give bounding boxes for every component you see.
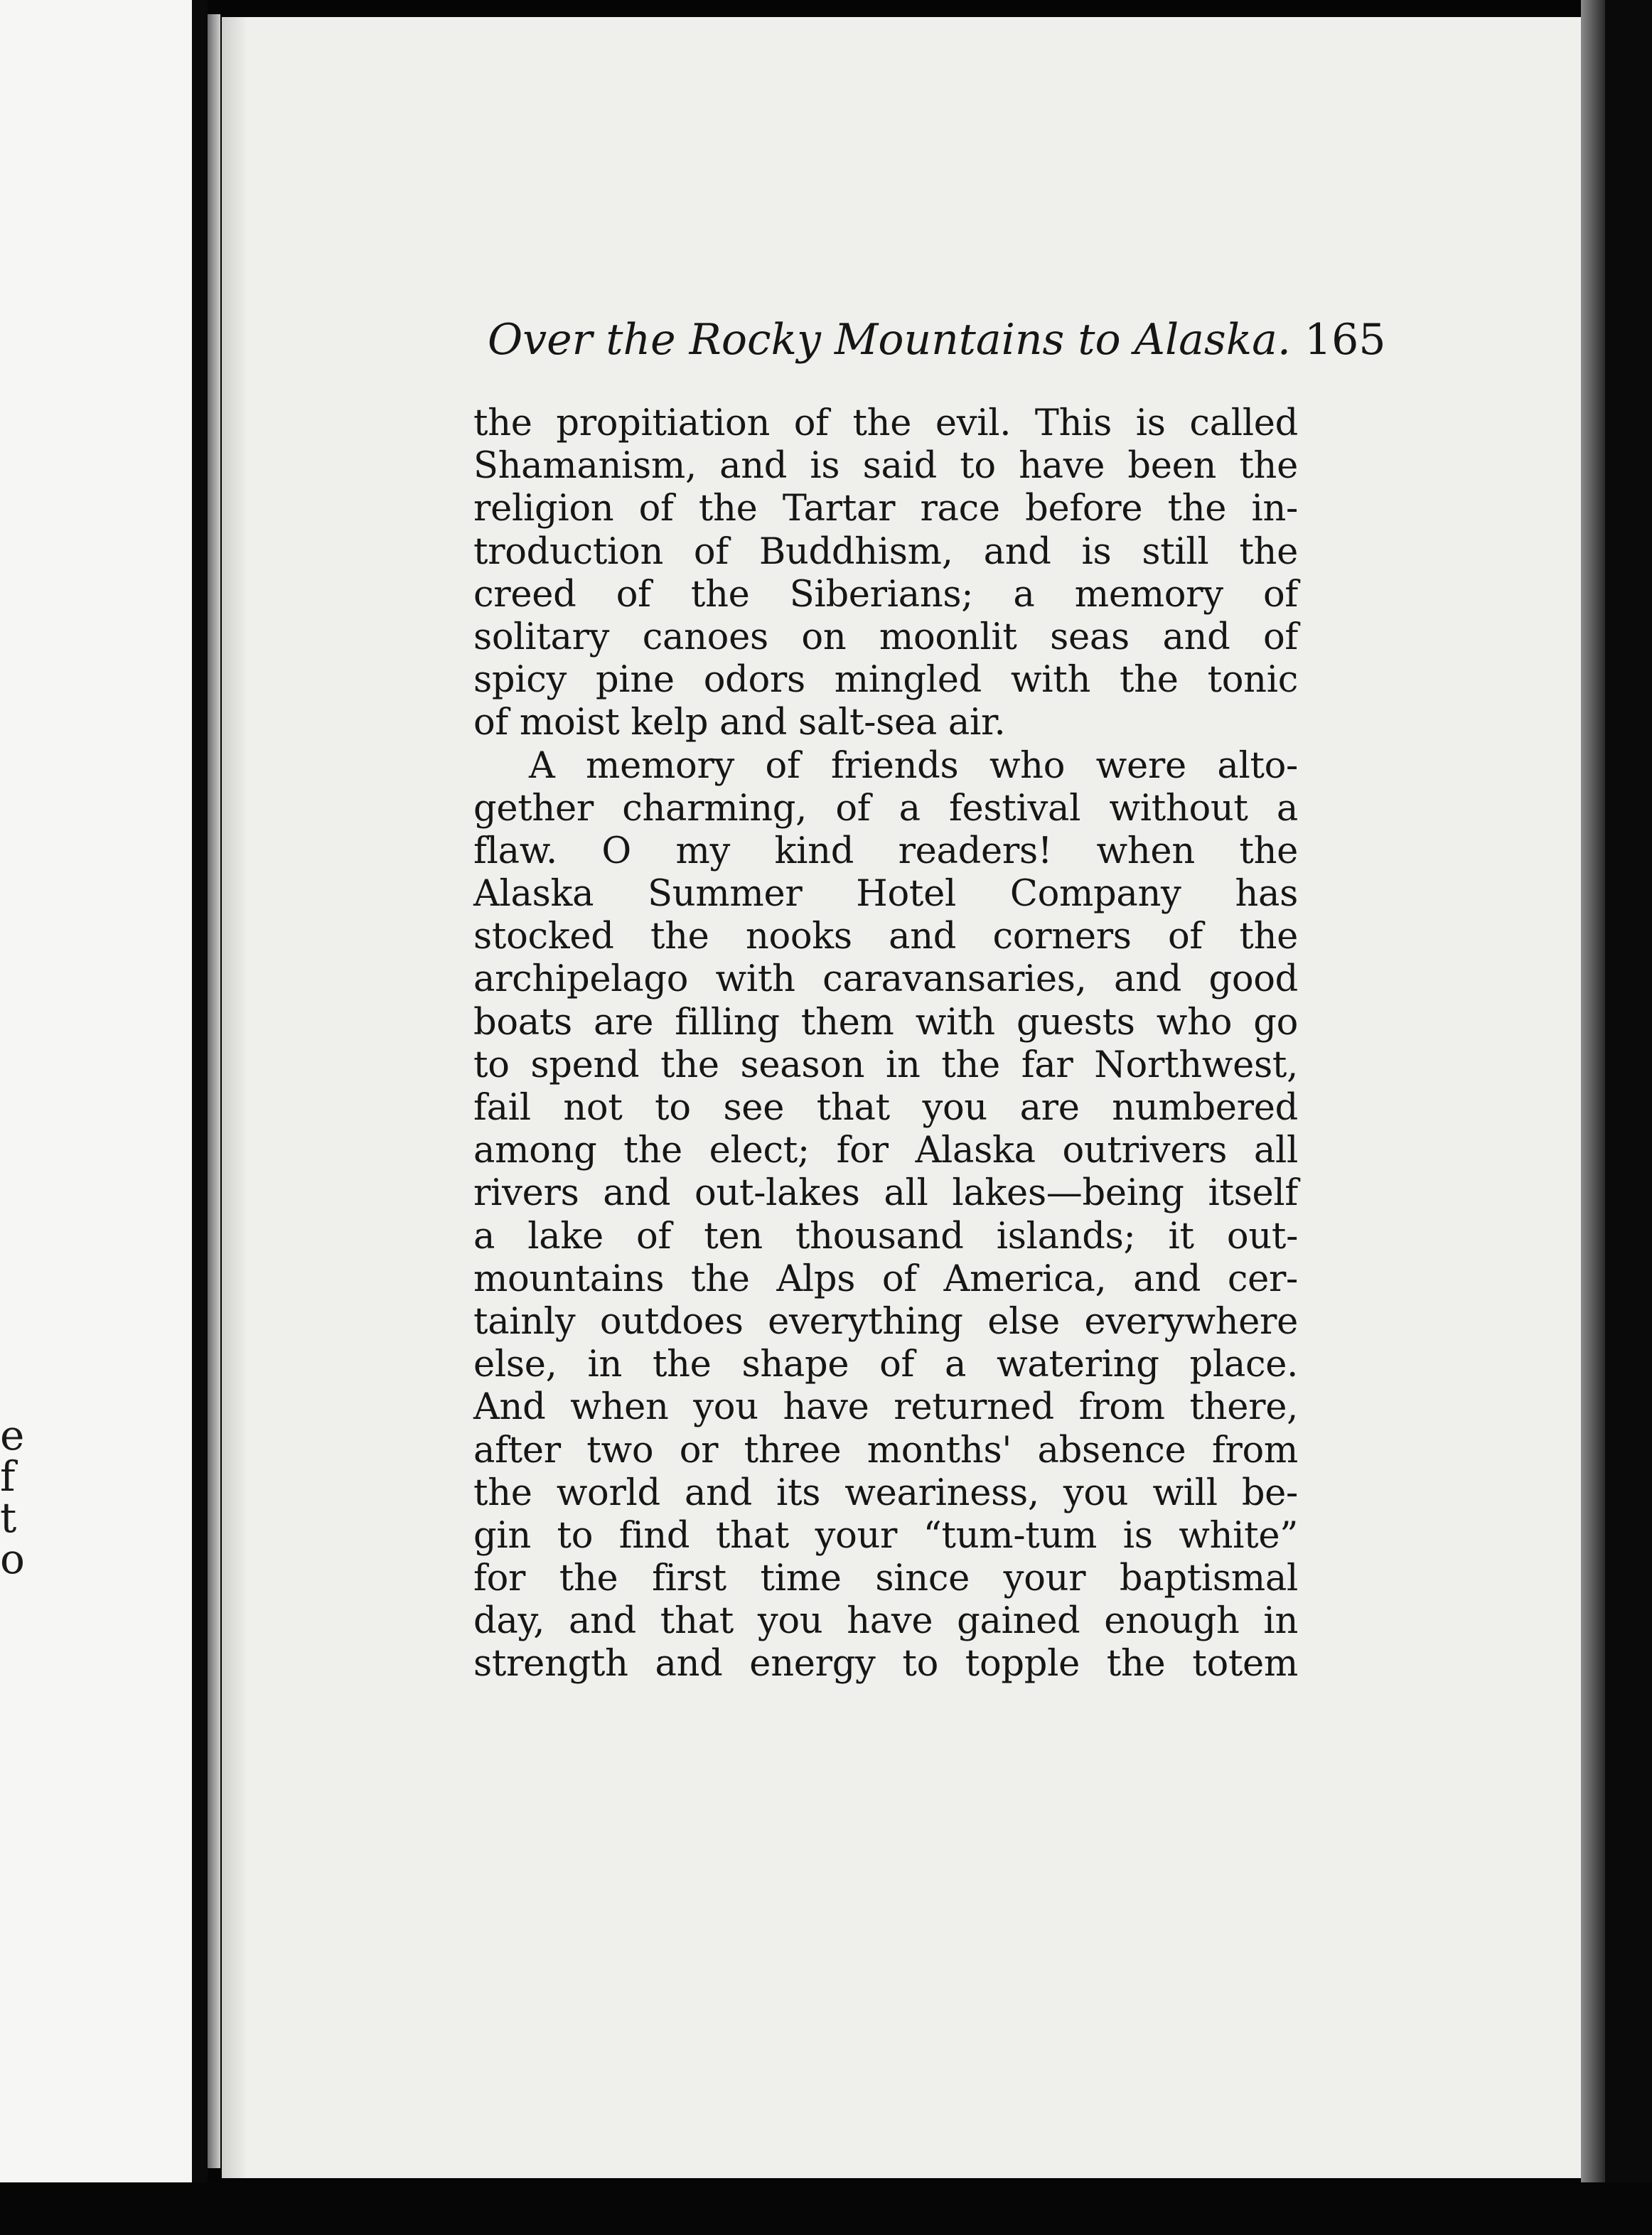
text-line: of moist kelp and salt-sea air. [473,702,1006,744]
text-line: boats are filling them with guests who go [473,1001,1298,1044]
text-line: gin to find that your “tum-tum is white” [473,1514,1298,1557]
scan-background-bottom [0,2182,1652,2235]
gutter-shadow [208,14,220,2168]
text-line: else, in the shape of a watering place. [473,1344,1298,1386]
text-line: day, and that you have gained enough in [473,1600,1298,1643]
text-line: tainly outdoes everything else everywhere [473,1300,1298,1343]
left-page-margin-letters [0,1411,28,1583]
book-gutter [192,0,208,2235]
text-line: after two or three months' absence from [473,1429,1298,1472]
text-line: Alaska Summer Hotel Company has [473,873,1298,916]
text-line: stocked the nooks and corners of the [473,916,1298,958]
text-line: strength and energy to topple the totem [473,1643,1298,1685]
text-line: a lake of ten thousand islands; it out- [473,1215,1298,1258]
text-line: the propitiation of the evil. This is called [473,402,1298,444]
left-page-fragment [0,0,192,2182]
text-line: flaw. O my kind readers! when the [473,830,1298,872]
margin-letter: f [0,1452,16,1501]
margin-letter: t [0,1494,17,1542]
text-line: among the elect; for Alaska outrivers all [473,1130,1298,1172]
text-line: fail not to see that you are numbered [473,1087,1298,1129]
text-line: creed of the Siberians; a memory of [473,573,1298,616]
margin-letter: o [0,1535,25,1583]
text-line: gether charming, of a festival without a [473,787,1298,830]
text-line: archipelago with caravansaries, and good [473,958,1298,1001]
text-line: Shamanism, and is said to have been the [473,445,1298,488]
text-line: troduction of Buddhism, and is still the [473,530,1298,573]
text-line: rivers and out-lakes all lakes—being itself [473,1172,1298,1215]
text-line: to spend the season in the far Northwest, [473,1044,1298,1086]
body-text [473,402,1298,1686]
text-line: religion of the Tartar race before the in- [473,488,1298,530]
page-right-edge [1581,0,1605,2235]
text-line: mountains the Alps of America, and cer- [473,1258,1298,1300]
margin-letter: e [0,1411,25,1459]
page-number: 165 [1304,315,1386,365]
text-line: spicy pine odors mingled with the tonic [473,659,1298,702]
text-line: the world and its weariness, you will be- [473,1472,1298,1514]
page-inner-shadow [222,17,247,2178]
scan-background-right [1605,0,1652,2235]
text-line: And when you have returned from there, [473,1386,1298,1429]
text-line: A memory of friends who were alto- [529,744,1298,787]
running-head-title: Over the Rocky Mountains to Alaska. [488,315,1291,365]
text-line: for the first time since your baptismal [473,1558,1298,1600]
running-head [488,304,1386,375]
text-line: solitary canoes on moonlit seas and of [473,616,1298,658]
